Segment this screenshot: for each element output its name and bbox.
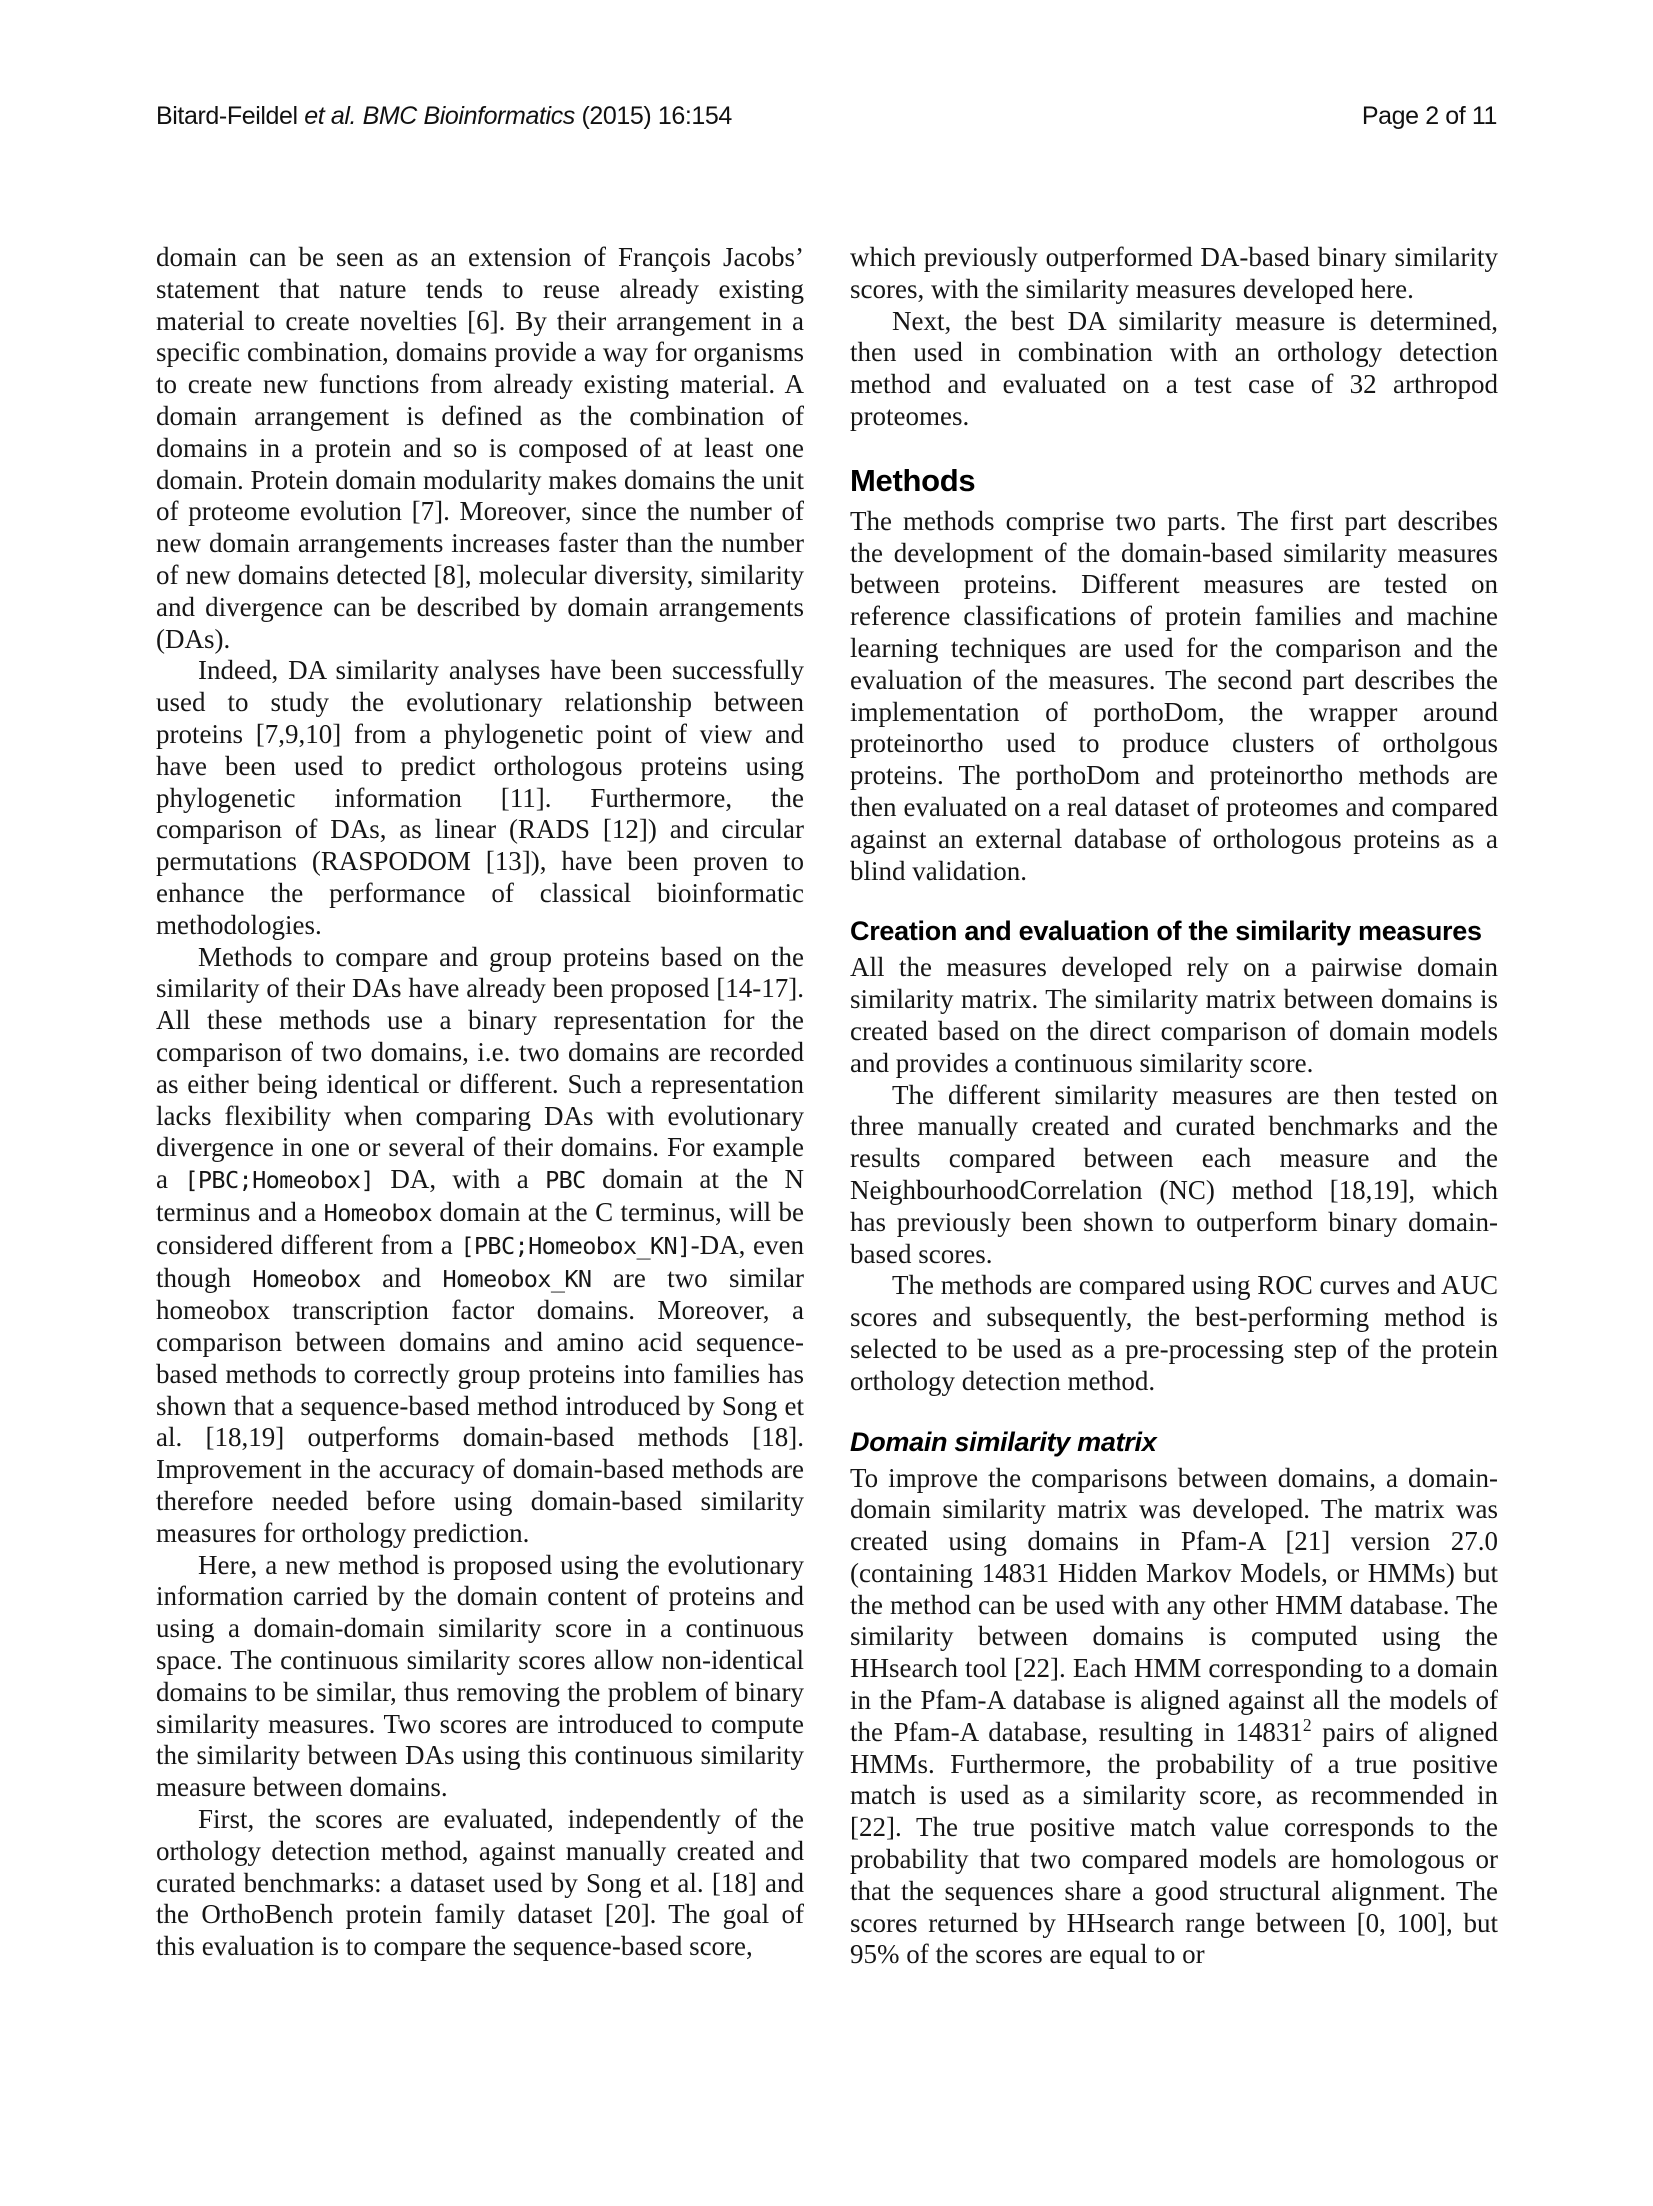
paragraph (156, 942, 804, 1550)
paragraph (156, 655, 804, 941)
paragraph (156, 1804, 804, 1963)
citation-authors: Bitard-Feildel (156, 102, 305, 130)
paragraph (850, 1270, 1498, 1397)
paragraph (850, 506, 1498, 888)
paragraph (850, 242, 1498, 306)
text-run: Methods to compare and group proteins based on the similarity of their DAs have already been proposed [14-17]. All these methods use a binary representation for the comparison of two domains, i.e. two domains are recorded as either being identical or different. Such a representation lacks flexibility when comparing DAs with evolutionary divergence in one or several of their domains. For example a (156, 941, 804, 1195)
section-heading: Methods (850, 462, 976, 498)
text-run: The methods comprise two parts. The first part describes the development of the domain-based similarity measures between proteins. Different measures are tested on reference classifications of protein families and machine learning techniques are used for the comparison and the evaluation of the measures. The second part describes the implementation of porthoDom, the wrapper around proteinortho used to produce clusters of ortholgous proteins. The porthoDom and proteinortho methods are then evaluated on a real dataset of proteomes and compared against an external database of orthologous proteins as a blind validation. (850, 505, 1498, 886)
section-heading: Domain similarity matrix (850, 1426, 1157, 1457)
paragraph (850, 1080, 1498, 1271)
text-run: and (360, 1262, 443, 1293)
inline-code: Homeobox (252, 1264, 361, 1293)
superscript: 2 (1302, 1714, 1312, 1735)
text-run: DA, with a (374, 1164, 546, 1195)
paragraph (156, 242, 804, 655)
text-run: -DA, even though (156, 1229, 804, 1293)
inline-code: [PBC;Homeobox] (184, 1166, 375, 1195)
text-run: First, the scores are evaluated, independently of the orthology detection method, against manually created and curated benchmarks: a dataset used by Song et al. [18] and the OrthoBench protein family dataset [20]. The goal of this evaluation is to compare the sequence-based score, (156, 1804, 804, 1962)
paragraph (850, 952, 1498, 1079)
text-run: are two similar homeobox transcription factor domains. Moreover, a comparison between domains and amino acid sequence-based methods to correctly group proteins into families has shown that a sequence-based method introduced by Song et al. [18,19] outperforms domain-based methods [18]. Improvement in the accuracy of domain-based methods are therefore needed before using domain-based similarity measures for orthology prediction. (156, 1262, 804, 1548)
citation-etal: et al. (304, 102, 363, 130)
text-run: The methods are compared using ROC curves and AUC scores and subsequently, the best-performing method is selected to be used as a pre-processing step of the protein orthology detection method. (850, 1270, 1498, 1396)
page-header (156, 102, 1497, 131)
text-run: The different similarity measures are then tested on three manually created and curated benchmarks and the results compared between each measure and the NeighbourhoodCorrelation (NC) method [18,19], which has previously been shown to outperform binary domain-based scores. (850, 1079, 1498, 1269)
text-run: domain at the C terminus, will be considered different from a (156, 1196, 804, 1260)
text-run: pairs of aligned HMMs. Furthermore, the probability of a true positive match is used as a similarity score, as recommended in [22]. The true positive match value corresponds to the probability that two compared models are homologous or that the sequences share a good structural alignment. The scores returned by HHsearch range between [0, 100], but 95% of the scores are equal to or (850, 1716, 1498, 1970)
inline-code: PBC (545, 1166, 586, 1195)
citation-journal: BMC Bioinformatics (362, 102, 582, 130)
paragraph (156, 1550, 804, 1804)
inline-code: Homeobox_KN (442, 1264, 592, 1293)
inline-code: Homeobox (323, 1198, 433, 1227)
left-column (156, 242, 804, 1971)
right-column (850, 242, 1498, 1971)
text-run: Here, a new method is proposed using the evolutionary information carried by the domain content of proteins and using a domain-domain similarity score in a continuous space. The continuous similarity scores allow non-identical domains to be similar, thus removing the problem of binary similarity measures. Two scores are introduced to compute the similarity between DAs using this continuous similarity measure between domains. (156, 1549, 804, 1803)
text-run: domain can be seen as an extension of François Jacobs’ statement that nature tends to reuse already existing material to create novelties [6]. By their arrangement in a specific combination, domains provide a way for organisms to create new functions from already existing material. A domain arrangement is defined as the combination of domains in a protein and so is composed of at least one domain. Protein domain modularity makes domains the unit of proteome evolution [7]. Moreover, since the number of new domain arrangements increases faster than the number of new domains detected [8], molecular diversity, similarity and divergence can be described by domain arrangements (DAs). (156, 242, 804, 654)
paragraph (850, 306, 1498, 433)
section-heading: Creation and evaluation of the similarity measures (850, 916, 1482, 947)
text-run: Next, the best DA similarity measure is determined, then used in combination with an orthology detection method and evaluated on a test case of 32 arthropod proteomes. (850, 305, 1498, 431)
two-column-body (156, 242, 1498, 1971)
text-run: domain at the N terminus and a (156, 1164, 805, 1227)
running-head-citation (156, 102, 732, 131)
inline-code: [PBC;Homeobox_KN] (460, 1231, 691, 1260)
text-run: All the measures developed rely on a pairwise domain similarity matrix. The similarity matrix between domains is created based on the direct comparison of domain models and provides a continuous similarity score. (850, 952, 1498, 1078)
text-run: Indeed, DA similarity analyses have been successfully used to study the evolutionary relationship between proteins [7,9,10] from a phylogenetic point of view and have been used to predict orthologous proteins using phylogenetic information [11]. Furthermore, the comparison of DAs, as linear (RADS [12]) and circular permutations (RASPODOM [13]), have been proven to enhance the performance of classical bioinformatic methodologies. (156, 655, 804, 940)
page-number: Page 2 of 11 (1361, 102, 1497, 130)
citation-issue: (2015) 16:154 (581, 102, 732, 130)
text-run: To improve the comparisons between domains, a domain-domain similarity matrix was developed. The matrix was created using domains in Pfam-A [21] version 27.0 (containing 14831 Hidden Markov Models, or HMMs) but the method can be used with any other HMM database. The similarity between domains is computed using the HHsearch tool [22]. Each HMM corresponding to a domain in the Pfam-A database is aligned against all the models of the Pfam-A database, resulting in 14831 (850, 1462, 1498, 1747)
paragraph (850, 1463, 1498, 1972)
text-run: which previously outperformed DA-based binary similarity scores, with the similarity measures developed here. (850, 242, 1498, 304)
